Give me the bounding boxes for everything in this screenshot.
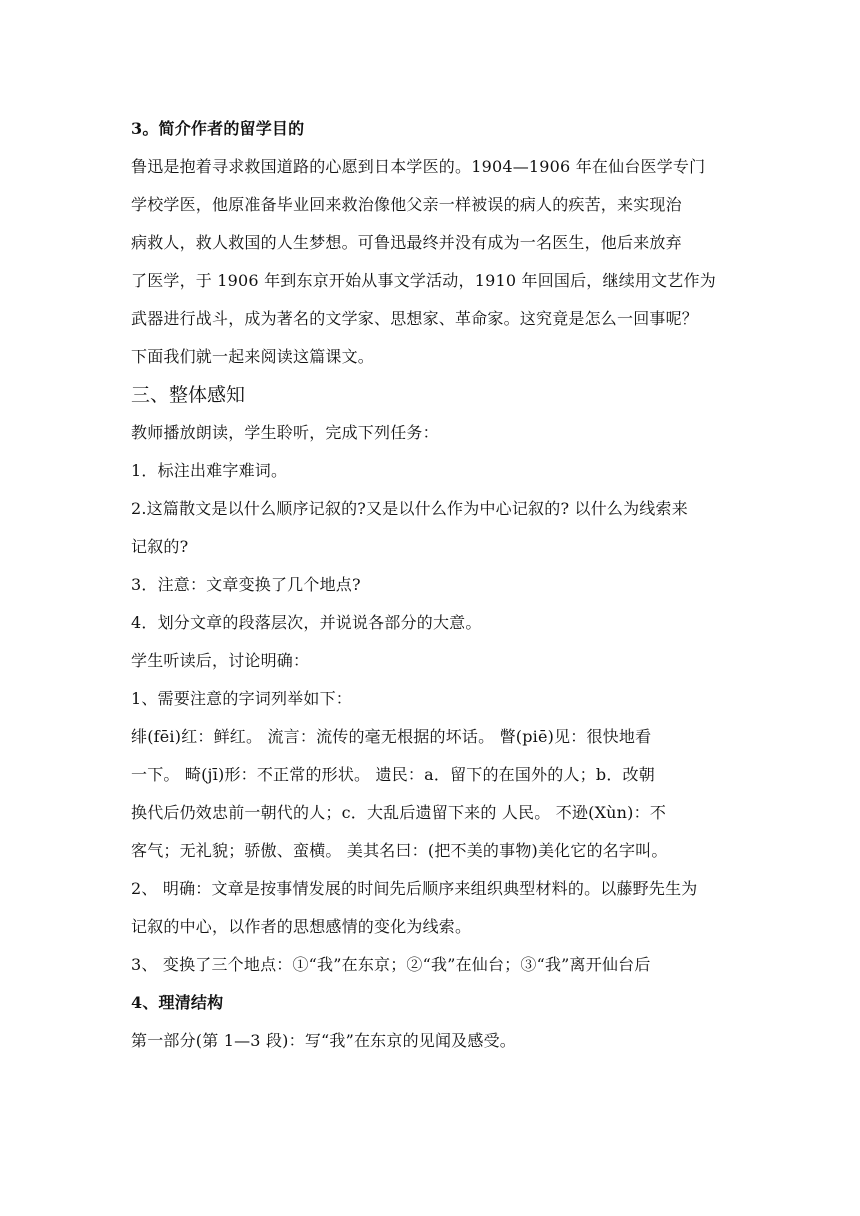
vocabulary-line: 客气；无礼貌；骄傲、蛮横。 美其名曰：(把不美的事物)美化它的名字叫。 <box>131 841 668 860</box>
answer-item: 1、需要注意的字词列举如下： <box>131 689 352 708</box>
vocabulary-line: 换代后仍效忠前一朝代的人；c．大乱后遗留下来的 人民。 不逊(Xùn)：不 <box>131 803 667 822</box>
document-body <box>131 110 731 1060</box>
task-item: 2.这篇散文是以什么顺序记叙的?又是以什么作为中心记叙的? 以什么为线索来 <box>131 499 688 518</box>
vocabulary-line: 一下。 畸(jī)形：不正常的形状。 遗民：a．留下的在国外的人；b．改朝 <box>131 765 655 784</box>
task-item: 3．注意：文章变换了几个地点? <box>131 575 361 594</box>
vocabulary-line: 绯(fēi)红：鲜红。 流言：流传的毫无根据的坏话。 瞥(piē)见：很快地看 <box>131 727 652 746</box>
paragraph-line: 了医学，于 1906 年到东京开始从事文学活动，1910 年回国后，继续用文艺作为 <box>131 271 716 290</box>
section-heading-overall-perception: 三、整体感知 <box>131 384 246 406</box>
task-item: 4．划分文章的段落层次，并说说各部分的大意。 <box>131 613 482 632</box>
structure-heading: 4、理清结构 <box>131 993 224 1012</box>
paragraph-line: 下面我们就一起来阅读这篇课文。 <box>131 347 375 366</box>
section-heading-study-purpose: 3。简介作者的留学目的 <box>131 119 305 138</box>
answer-item: 3、 变换了三个地点：①“我”在东京；②“我”在仙台；③“我”离开仙台后 <box>131 955 651 974</box>
paragraph-line: 学生听读后，讨论明确： <box>131 651 310 670</box>
paragraph-line: 学校学医，他原准备毕业回来救治像他父亲一样被误的病人的疾苦，来实现治 <box>131 195 682 214</box>
structure-part: 第一部分(第 1—3 段)：写“我”在东京的见闻及感受。 <box>131 1031 516 1050</box>
answer-item: 2、 明确：文章是按事情发展的时间先后顺序来组织典型材料的。以藤野先生为 <box>131 879 698 898</box>
paragraph-line: 病救人，救人救国的人生梦想。可鲁迅最终并没有成为一名医生，他后来放弃 <box>131 233 682 252</box>
task-item-continuation: 记叙的? <box>131 537 189 556</box>
paragraph-line: 鲁迅是抱着寻求救国道路的心愿到日本学医的。1904—1906 年在仙台医学专门 <box>131 157 706 176</box>
paragraph-line: 教师播放朗读，学生聆听，完成下列任务： <box>131 423 439 442</box>
task-item: 1．标注出难字难词。 <box>131 461 288 480</box>
paragraph-line: 武器进行战斗，成为著名的文学家、思想家、革命家。这究竟是怎么一回事呢？ <box>131 309 699 328</box>
answer-item-continuation: 记叙的中心，以作者的思想感情的变化为线索。 <box>131 917 472 936</box>
